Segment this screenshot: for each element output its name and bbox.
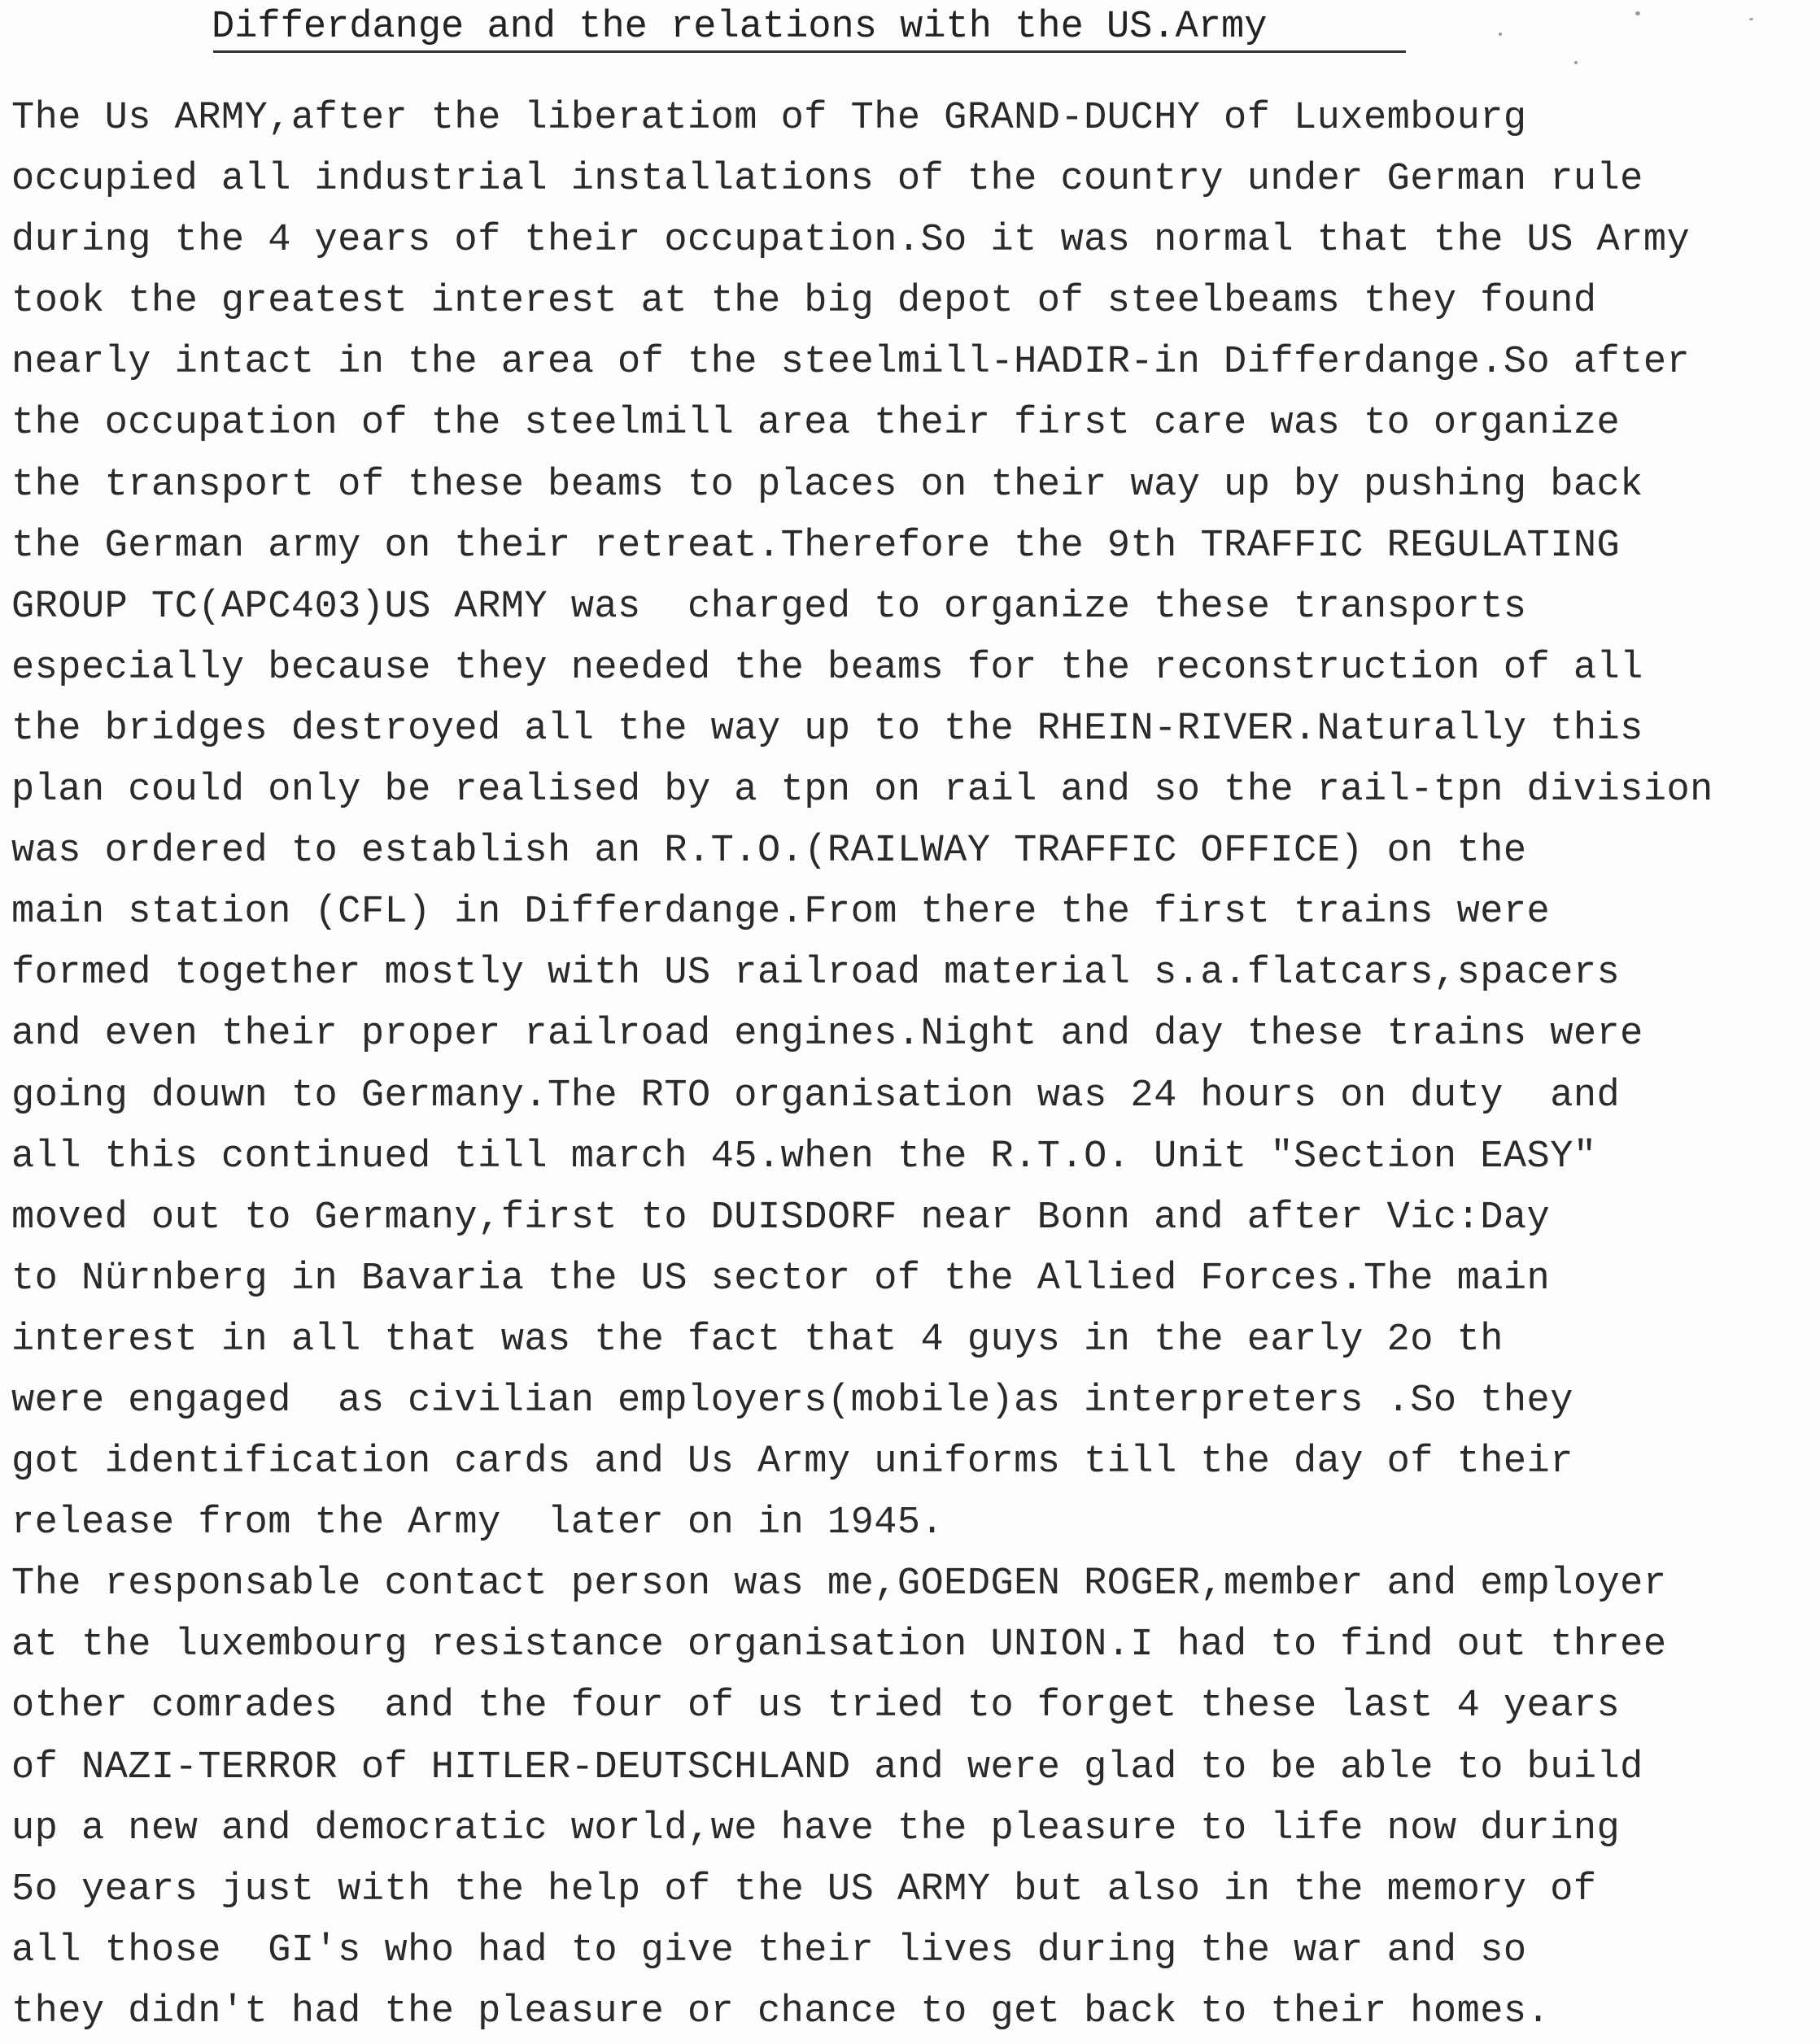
text-line: they didn't had the pleasure or chance to get back to their homes. xyxy=(11,1990,1551,2033)
text-line: was ordered to establish an R.T.O.(RAILWAY TRAFFIC OFFICE) on the xyxy=(11,830,1527,874)
text-line: The Us ARMY,after the liberatiom of The GRAND-DUCHY of Luxembourg xyxy=(11,97,1527,140)
text-line: going douwn to Germany.The RTO organisation was 24 hours on duty and xyxy=(11,1074,1621,1118)
text-line: especially because they needed the beams for the reconstruction of all xyxy=(11,646,1643,690)
text-line: the German army on their retreat.Therefore the 9th TRAFFIC REGULATING xyxy=(11,524,1621,568)
document-title: Differdange and the relations with the US.Army xyxy=(212,6,1268,49)
text-line: nearly intact in the area of the steelmill-HADIR-in Differdange.So after xyxy=(11,341,1691,385)
text-line: to Nürnberg in Bavaria the US sector of the Allied Forces.The main xyxy=(11,1257,1551,1301)
document-body xyxy=(11,88,1809,2042)
text-line: were engaged as civilian employers(mobile)as interpreters .So they xyxy=(11,1379,1573,1423)
text-line: all this continued till march 45.when the R.T.O. Unit "Section EASY" xyxy=(11,1135,1597,1179)
text-line: the bridges destroyed all the way up to the RHEIN-RIVER.Naturally this xyxy=(11,707,1643,751)
scan-speck xyxy=(1499,33,1502,36)
text-line: the transport of these beams to places on their way up by pushing back xyxy=(11,463,1643,507)
text-line: interest in all that was the fact that 4 guys in the early 2o th xyxy=(11,1318,1504,1362)
text-line: release from the Army later on in 1945. xyxy=(11,1501,945,1545)
scan-speck xyxy=(1749,18,1753,20)
text-line: took the greatest interest at the big depot of steelbeams they found xyxy=(11,280,1597,324)
text-line: occupied all industrial installations of the country under German rule xyxy=(11,158,1643,202)
text-line: The responsable contact person was me,GOEDGEN ROGER,member and employer xyxy=(11,1562,1667,1606)
text-line: formed together mostly with US railroad material s.a.flatcars,spacers xyxy=(11,952,1621,996)
text-line: of NAZI-TERROR of HITLER-DEUTSCHLAND and were glad to be able to build xyxy=(11,1745,1643,1789)
text-line: and even their proper railroad engines.Night and day these trains were xyxy=(11,1013,1643,1057)
text-line: moved out to Germany,first to DUISDORF near Bonn and after Vic:Day xyxy=(11,1196,1551,1240)
text-line: during the 4 years of their occupation.So it was normal that the US Army xyxy=(11,219,1691,263)
text-line: up a new and democratic world,we have the pleasure to life now during xyxy=(11,1806,1621,1850)
scan-speck xyxy=(1635,11,1640,15)
title-underline xyxy=(213,50,1406,53)
text-line: all those GI's who had to give their lives during the war and so xyxy=(11,1929,1527,1972)
text-line: other comrades and the four of us tried to forget these last 4 years xyxy=(11,1684,1621,1728)
text-line: at the luxembourg resistance organisation UNION.I had to find out three xyxy=(11,1623,1667,1667)
text-line: the occupation of the steelmill area their first care was to organize xyxy=(11,402,1621,446)
text-line: got identification cards and Us Army uniforms till the day of their xyxy=(11,1440,1573,1484)
text-line: plan could only be realised by a tpn on rail and so the rail-tpn division xyxy=(11,769,1713,813)
scan-speck xyxy=(1574,61,1578,64)
text-line: GROUP TC(APC403)US ARMY was charged to organize these transports xyxy=(11,585,1527,629)
text-line: main station (CFL) in Differdange.From there the first trains were xyxy=(11,891,1551,935)
text-line: 5o years just with the help of the US ARMY but also in the memory of xyxy=(11,1867,1597,1911)
